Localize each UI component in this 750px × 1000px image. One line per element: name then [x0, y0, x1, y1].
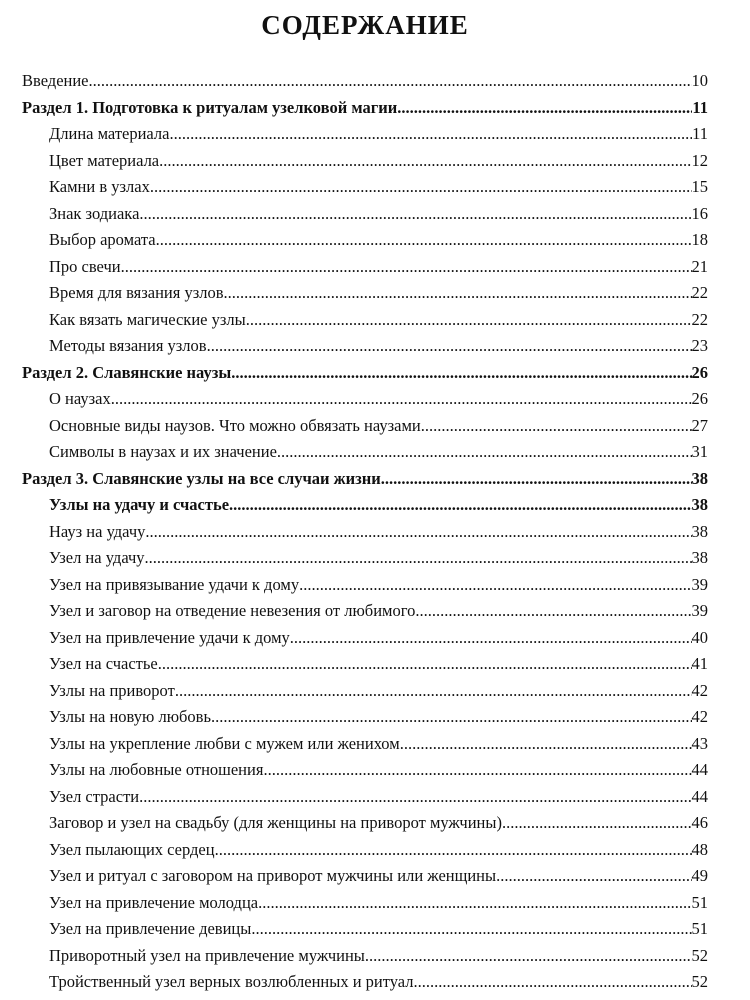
toc-entry [22, 148, 708, 175]
dot-leader [215, 837, 692, 864]
dot-leader [258, 890, 691, 917]
toc-entry [22, 810, 708, 837]
dot-leader [299, 572, 691, 599]
toc-entry [22, 386, 708, 413]
toc-entry-page-number: 52 [691, 972, 708, 991]
toc-entry [22, 439, 708, 466]
toc-entry-page-number: 16 [691, 203, 708, 223]
toc-entry-label: Раздел 1. Подготовка к ритуалам узелковой магии [22, 97, 398, 117]
toc-entry [22, 492, 708, 519]
toc-entry [22, 837, 708, 864]
toc-section-entry [22, 466, 708, 493]
toc-entry-page-number: 39 [691, 601, 708, 620]
dot-leader [145, 519, 691, 546]
toc-entry-label: Узлы на удачу и счастье [49, 495, 230, 514]
toc-entry-page-number: 38 [691, 548, 708, 567]
toc-entry-page-number: 49 [691, 866, 708, 885]
dot-leader [246, 307, 692, 334]
dot-leader [145, 545, 692, 572]
toc-entry-page-number: 22 [691, 309, 708, 329]
toc-entry-label: Узлы на укрепление любви с мужем или женихом [49, 733, 400, 753]
dot-leader [496, 863, 691, 890]
toc-entry-label: Введение [22, 71, 89, 90]
toc-entry [22, 519, 708, 546]
toc-entry-label: Приворотный узел на привлечение мужчины [49, 945, 365, 965]
dot-leader [169, 121, 692, 148]
toc-entry-label: Узел на привлечение девицы [49, 919, 252, 938]
toc-entry [22, 280, 708, 307]
toc-entry-label: Узлы на приворот [49, 680, 175, 700]
toc-entry [22, 890, 708, 917]
toc-entry-label: Выбор аромата [49, 230, 156, 249]
dot-leader [381, 466, 692, 493]
dot-leader [156, 227, 692, 254]
toc-entry [22, 943, 708, 970]
toc-entry [22, 201, 708, 228]
dot-leader [150, 174, 692, 201]
dot-leader [89, 68, 692, 95]
dot-leader [207, 333, 692, 360]
toc-entry-label: Знак зодиака [49, 203, 140, 223]
toc-entry-page-number: 48 [691, 839, 708, 859]
toc-entry-label: Как вязать магические узлы [49, 309, 246, 329]
toc-entry-page-number: 51 [691, 892, 708, 912]
toc-entry-page-number: 38 [691, 521, 708, 541]
toc-entry-page-number: 15 [691, 177, 708, 196]
toc-entry [22, 731, 708, 758]
toc-entry [22, 333, 708, 360]
toc-entry-label: Раздел 2. Славянские наузы [22, 362, 232, 382]
toc-entry [22, 757, 708, 784]
toc-entry-page-number: 27 [691, 415, 708, 435]
toc-entry [22, 704, 708, 731]
dot-leader [175, 678, 692, 705]
toc-entry-label: Узел на привязывание удачи к дому [49, 574, 300, 594]
toc-entry-label: Узел на счастье [49, 654, 158, 673]
toc-entry-label: Науз на удачу [49, 521, 146, 541]
toc-entry-label: Раздел 3. Славянские узлы на все случаи жизни [22, 468, 381, 488]
toc-entry [22, 969, 708, 996]
dot-leader [229, 492, 691, 519]
dot-leader [231, 360, 691, 387]
dot-leader [251, 916, 691, 943]
dot-leader [400, 731, 692, 758]
toc-entry-page-number: 52 [691, 945, 708, 965]
toc-entry-label: О наузах [49, 389, 111, 408]
toc-section-entry [22, 360, 708, 387]
toc-entry-label: Тройственный узел верных возлюбленных и ритуал [49, 972, 414, 991]
dot-leader [139, 784, 691, 811]
dot-leader [263, 757, 691, 784]
dot-leader [277, 439, 692, 466]
dot-leader [224, 280, 692, 307]
toc-entry-label: Узел на привлечение молодца [49, 892, 259, 912]
toc-entry [22, 625, 708, 652]
toc-entry-page-number: 23 [691, 336, 708, 355]
toc-entry-label: Цвет материала [49, 150, 160, 170]
toc-entry [22, 121, 708, 148]
toc-entry-label: Время для вязания узлов [49, 283, 224, 302]
toc-entry-page-number: 40 [691, 627, 708, 647]
toc-entry-page-number: 11 [692, 97, 708, 117]
toc-entry-page-number: 26 [691, 389, 708, 408]
toc-entry-label: Заговор и узел на свадьбу (для женщины на приворот мужчины) [49, 813, 502, 832]
dot-leader [139, 201, 691, 228]
toc-entry-page-number: 42 [691, 707, 708, 726]
toc-entry-label: Про свечи [49, 256, 121, 276]
toc-entry-page-number: 21 [691, 256, 708, 276]
dot-leader [159, 148, 691, 175]
toc-entry [22, 572, 708, 599]
toc-entry-page-number: 11 [692, 124, 708, 143]
toc-entry [22, 307, 708, 334]
toc-entry-page-number: 41 [691, 654, 708, 673]
toc-entry-page-number: 12 [691, 150, 708, 170]
toc-entry-label: Узел пылающих сердец [49, 839, 215, 859]
toc-entry-page-number: 44 [691, 786, 708, 806]
toc-entry-label: Длина материала [49, 124, 170, 143]
page-title: СОДЕРЖАНИЕ [261, 10, 469, 40]
toc-entry [22, 651, 708, 678]
toc-entry-label: Узел и ритуал с заговором на приворот мужчины или женщины [49, 866, 497, 885]
dot-leader [121, 254, 692, 281]
toc-entry [22, 863, 708, 890]
toc-entry-page-number: 44 [691, 760, 708, 779]
toc-entry-label: Узел страсти [49, 786, 140, 806]
toc-entry-page-number: 22 [691, 283, 708, 302]
toc-entry-page-number: 51 [691, 919, 708, 938]
toc-entry-page-number: 39 [691, 574, 708, 594]
table-of-contents [22, 68, 708, 996]
toc-entry-page-number: 43 [691, 733, 708, 753]
dot-leader [290, 625, 692, 652]
toc-entry-page-number: 26 [691, 362, 708, 382]
toc-section-entry [22, 68, 708, 95]
toc-entry-label: Узел на удачу [49, 548, 145, 567]
toc-entry-page-number: 46 [691, 813, 708, 832]
toc-entry [22, 413, 708, 440]
toc-entry-label: Методы вязания узлов [49, 336, 207, 355]
toc-entry-page-number: 18 [691, 230, 708, 249]
toc-entry [22, 254, 708, 281]
toc-entry [22, 916, 708, 943]
dot-leader [421, 413, 692, 440]
toc-entry-label: Основные виды наузов. Что можно обвязать наузами [49, 415, 421, 435]
toc-entry-page-number: 10 [691, 71, 708, 90]
dot-leader [158, 651, 692, 678]
toc-entry-label: Узел на привлечение удачи к дому [49, 627, 290, 647]
toc-entry [22, 678, 708, 705]
dot-leader [111, 386, 692, 413]
toc-entry-page-number: 42 [691, 680, 708, 700]
toc-entry-label: Камни в узлах [49, 177, 150, 196]
toc-entry [22, 174, 708, 201]
toc-section-entry [22, 95, 708, 122]
toc-entry-page-number: 38 [691, 495, 708, 514]
dot-leader [502, 810, 692, 837]
toc-entry [22, 598, 708, 625]
dot-leader [211, 704, 691, 731]
dot-leader [415, 598, 691, 625]
toc-entry-page-number: 31 [691, 442, 708, 461]
toc-entry-label: Узел и заговор на отведение невезения от любимого [49, 601, 416, 620]
toc-entry-label: Символы в наузах и их значение [49, 442, 277, 461]
toc-entry-label: Узлы на любовные отношения [49, 760, 264, 779]
dot-leader [365, 943, 692, 970]
dot-leader [397, 95, 692, 122]
toc-entry [22, 227, 708, 254]
toc-entry [22, 545, 708, 572]
dot-leader [413, 969, 691, 996]
toc-entry [22, 784, 708, 811]
toc-entry-label: Узлы на новую любовь [49, 707, 212, 726]
toc-entry-page-number: 38 [691, 468, 708, 488]
